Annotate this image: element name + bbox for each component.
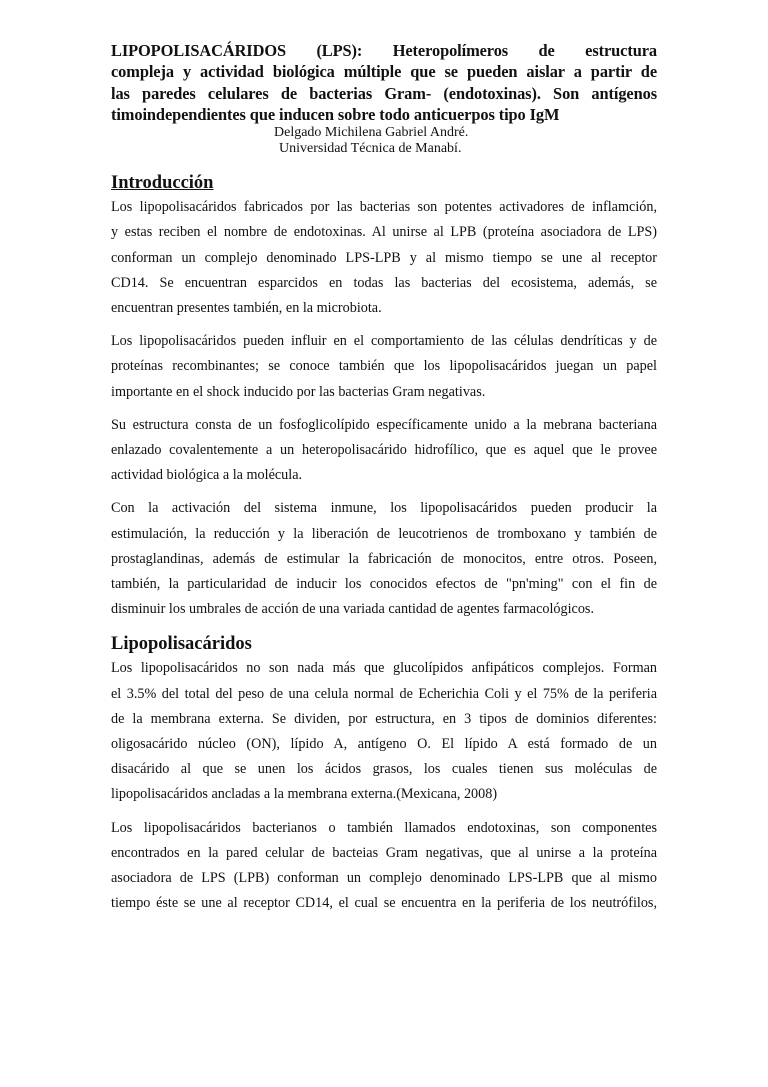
text-line: encuentran presentes también, en la microbiota. (111, 300, 382, 316)
author-affiliation: Universidad Técnica de Manabí. (279, 141, 462, 157)
body-paragraph (111, 195, 657, 321)
text-line: encontrados en la pared celular de bacteias Gram negativas, que al unirse a la proteína (111, 844, 657, 861)
text-line: enlazado covalentemente a un heteropolisacárido hidrofílico, que es aquel que le provee (111, 442, 657, 459)
text-line: importante en el shock inducido por las bacterias Gram negativas. (111, 383, 486, 400)
body-paragraph (111, 656, 657, 807)
section-heading: Lipopolisacáridos (111, 634, 252, 655)
text-line: conforman un complejo denominado LPS-LPB y al mismo tiempo se une al receptor (111, 249, 657, 266)
text-line: y estas reciben el nombre de endotoxinas. Al unirse al LPB (proteína asociadora de LPS) (111, 224, 657, 241)
text-line: lipopolisacáridos ancladas a la membrana externa.(Mexicana, 2008) (111, 786, 498, 803)
text-line: también, la particularidad de inducir los conocidos efectos de "pn'ming" con el fin de (111, 576, 657, 593)
document-title (111, 40, 657, 125)
text-line: Su estructura consta de un fosfoglicolípido específicamente unido a la mebrana bacteriana (111, 416, 657, 433)
author-name: Delgado Michilena Gabriel André. (274, 125, 469, 141)
document-body (111, 171, 657, 916)
text-line: CD14. Se encuentran esparcidos en todas las bacterias del ecosistema, además, se (111, 274, 657, 291)
title-line: compleja y actividad biológica múltiple que se pueden aislar a partir de (111, 62, 657, 82)
title-line: timoindependientes que inducen sobre todo anticuerpos tipo IgM (111, 104, 560, 124)
text-line: Los lipopolisacáridos pueden influir en el comportamiento de las células dendríticas y de (111, 333, 657, 350)
title-line: las paredes celulares de bacterias Gram- (endotoxinas). Son antígenos (111, 83, 657, 103)
text-line: Los lipopolisacáridos bacterianos o también llamados endotoxinas, son componentes (111, 819, 657, 836)
text-line: oligosacárido núcleo (ON), lípido A, antígeno O. El lípido A está formado de un (111, 736, 657, 753)
text-line: de la membrana externa. Se dividen, por estructura, en 3 tipos de dominios diferentes: (111, 710, 657, 727)
body-paragraph (111, 816, 657, 917)
text-line: Con la activación del sistema inmune, los lipopolisacáridos pueden producir la (111, 500, 657, 517)
text-line: el 3.5% del total del peso de una celula normal de Echerichia Coli y el 75% de la periferia (111, 685, 657, 702)
text-line: proteínas recombinantes; se conoce también que los lipopolisacáridos juegan un papel (111, 358, 657, 375)
text-line: disacárido al que se unen los ácidos grasos, los cuales tienen sus moléculas de (111, 761, 657, 778)
text-line: prostaglandinas, además de estimular la fabricación de monocitos, entre otros. Poseen, (111, 550, 657, 567)
text-line: disminuir los umbrales de acción de una variada cantidad de agentes farmacológicos. (111, 601, 594, 618)
body-paragraph (111, 329, 657, 405)
text-line: asociadora de LPS (LPB) conforman un complejo denominado LPS-LPB que al mismo (111, 870, 657, 887)
text-line: actividad biológica a la molécula. (111, 467, 303, 484)
body-paragraph (111, 413, 657, 489)
document-page (111, 40, 657, 916)
text-line: estimulación, la reducción y la liberación de leucotrienos de tromboxano y también de (111, 525, 657, 542)
text-line: Los lipopolisacáridos no son nada más que glucolípidos anfipáticos complejos. Forman (111, 660, 657, 677)
section-heading: Introducción (111, 173, 214, 194)
text-line: Los lipopolisacáridos fabricados por las bacterias son potentes activadores de inflamción, (111, 199, 657, 216)
title-line: LIPOPOLISACÁRIDOS (LPS): Heteropolímeros de estructura (111, 41, 657, 60)
text-line: tiempo éste se une al receptor CD14, el cual se encuentra en la periferia de los neutrófilos, (111, 895, 657, 912)
byline (111, 125, 657, 157)
body-paragraph (111, 496, 657, 622)
